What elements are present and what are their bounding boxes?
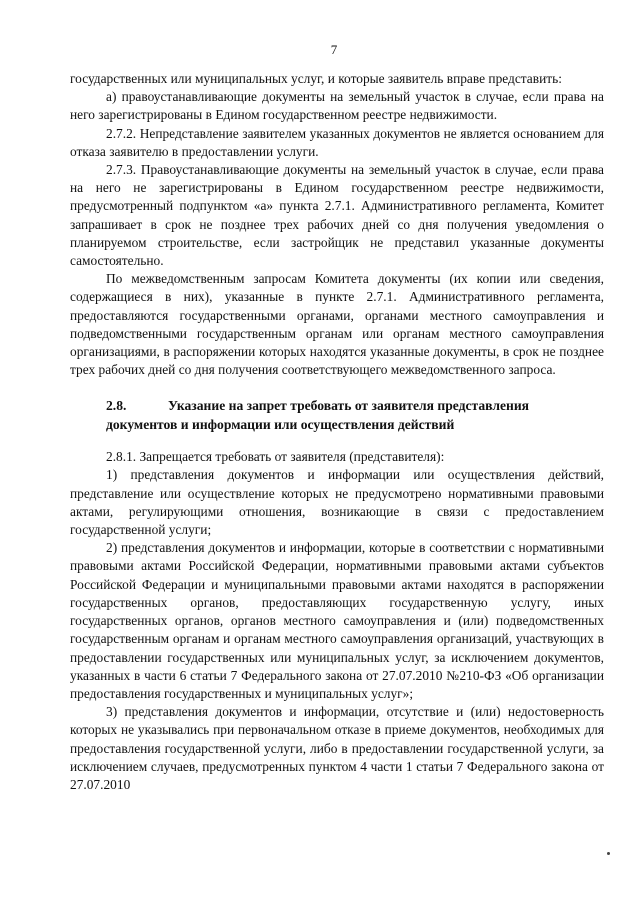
section-title-line-2: документов и информации или осуществления действий xyxy=(106,416,455,432)
paragraph: а) правоустанавливающие документы на земельный участок в случае, если права на него зарегистрированы в Едином государственном реестре недвижимости. xyxy=(70,89,604,123)
paragraph: 2) представления документов и информации, которые в соответствии с нормативными правовыми актами Российской Федерации, нормативными правовыми актами субъектов Российской Федерации и муниципальными правовыми актами находятся в распоряжении государственных органов, предоставляющих государственную услугу, иных государственных органов, органов местного самоуправления и (или) подведомственных государственным органам и органам местного самоуправления организаций, участвующих в предоставлении государственных или муниципальных услуг, за исключением документов, указанных в части 6 статьи 7 Федерального закона от 27.07.2010 №210-ФЗ «Об организации предоставления государственных и муниципальных услуг»; xyxy=(70,540,604,701)
page-content xyxy=(70,70,604,794)
paragraph: По межведомственным запросам Комитета документы (их копии или сведения, содержащиеся в них), указанные в пункте 2.7.1. Административного регламента, предоставляются государственными органами, органами местного самоуправления и подведомственными государственным органам или органам местного самоуправления организациями, в распоряжении которых находятся указанные документы, в срок не позднее трех рабочих дней со дня получения соответствующего межведомственного запроса. xyxy=(70,271,604,378)
scan-speck xyxy=(607,852,610,855)
top-paragraphs xyxy=(70,70,604,379)
section-title-line-1: Указание на запрет требовать от заявителя представления xyxy=(168,398,530,414)
paragraph: 2.7.2. Непредставление заявителем указанных документов не является основанием для отказа заявителю в предоставлении услуги. xyxy=(70,125,604,159)
bottom-paragraphs xyxy=(70,448,604,794)
page-number: 7 xyxy=(330,42,338,57)
paragraph: 2.8.1. Запрещается требовать от заявителя (представителя): xyxy=(106,449,445,465)
paragraph: 1) представления документов и информации или осуществления действий, представление или осуществление которых не предусмотрено нормативными правовыми актами, регулирующими отношения, возникающие в связи с предоставлением государственной услуги; xyxy=(70,467,604,538)
section-heading xyxy=(70,397,604,434)
paragraph: государственных или муниципальных услуг, и которые заявитель вправе представить: xyxy=(70,71,562,86)
paragraph: 2.7.3. Правоустанавливающие документы на земельный участок в случае, если права на него не зарегистрированы в Едином государственном реестре недвижимости, предусмотренный подпунктом «а» пункта 2.7.1. Административного регламента, Комитет запрашивает в срок не позднее трех рабочих дней со дня получения уведомления о планируемом строительстве, если застройщик не представил указанные документы самостоятельно. xyxy=(70,162,604,269)
section-number: 2.8. xyxy=(106,398,127,414)
paragraph: 3) представления документов и информации, отсутствие и (или) недостоверность которых не указывались при первоначальном отказе в приеме документов, необходимых для предоставления государственной услуги, либо в предоставлении государственной услуги, за исключением случаев, предусмотренных пунктом 4 части 1 статьи 7 Федерального закона от 27.07.2010 xyxy=(70,704,604,792)
